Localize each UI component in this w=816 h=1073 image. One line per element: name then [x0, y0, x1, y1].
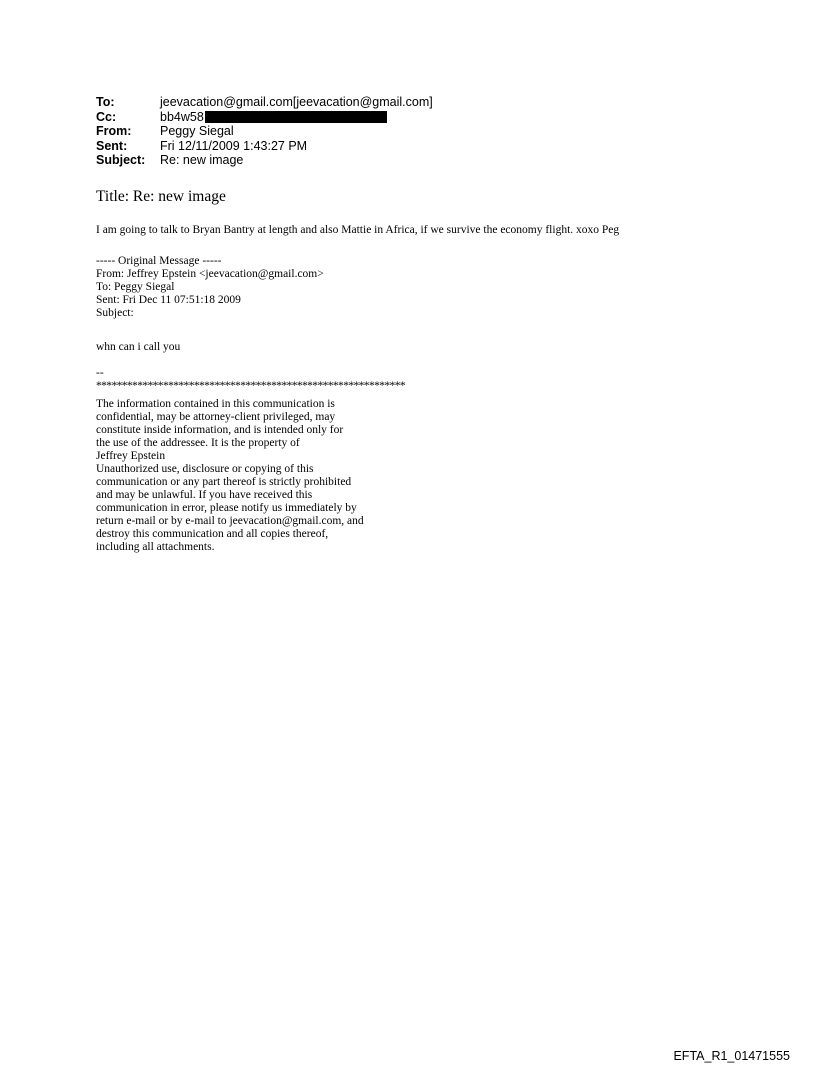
subject-value: Re: new image	[160, 153, 244, 167]
signature-dashes: --	[96, 367, 104, 379]
cc-row	[96, 110, 433, 125]
disclaimer-line: confidential, may be attorney-client privileged, may	[96, 411, 336, 423]
disclaimer-line: The information contained in this communication is	[96, 398, 335, 410]
to-value: jeevacation@gmail.com[jeevacation@gmail.com]	[160, 95, 433, 109]
disclaimer-line: the use of the addressee. It is the property of	[96, 437, 300, 449]
sent-label: Sent:	[96, 138, 128, 153]
original-message	[96, 255, 324, 320]
subject-label: Subject:	[96, 153, 146, 167]
disclaimer-line: Unauthorized use, disclosure or copying of this	[96, 463, 314, 475]
disclaimer-line: and may be unlawful. If you have received this	[96, 489, 313, 501]
cc-value-wrap	[160, 110, 387, 125]
disclaimer-line: communication in error, please notify us immediately by	[96, 502, 357, 514]
subject-row	[96, 153, 433, 168]
original-sent: Sent: Fri Dec 11 07:51:18 2009	[96, 294, 241, 306]
reply-text: whn can i call you	[96, 341, 181, 353]
to-label: To:	[96, 95, 115, 109]
email-header	[96, 95, 433, 168]
signature-stars: ************************************************************	[96, 380, 406, 392]
document-id: EFTA_R1_01471555	[673, 1049, 790, 1063]
cc-label: Cc:	[96, 109, 117, 124]
signature-block	[96, 367, 405, 393]
disclaimer-line: return e-mail or by e-mail to jeevacation@gmail.com, and	[96, 515, 364, 527]
disclaimer	[96, 398, 364, 554]
document-title: Title: Re: new image	[96, 188, 226, 205]
disclaimer-line: constitute inside information, and is intended only for	[96, 424, 344, 436]
disclaimer-line: including all attachments.	[96, 541, 215, 553]
from-row	[96, 124, 433, 139]
disclaimer-line: communication or any part thereof is strictly prohibited	[96, 476, 352, 488]
sent-value: Fri 12/11/2009 1:43:27 PM	[160, 138, 308, 153]
original-from: From: Jeffrey Epstein <jeevacation@gmail.com>	[96, 268, 324, 280]
original-subject: Subject:	[96, 307, 134, 319]
message-body: I am going to talk to Bryan Bantry at length and also Mattie in Africa, if we survive the economy flight. xoxo Peg	[96, 224, 620, 236]
from-label: From:	[96, 124, 132, 138]
to-row	[96, 95, 433, 110]
original-separator: ----- Original Message -----	[96, 255, 222, 267]
disclaimer-line: Jeffrey Epstein	[96, 450, 166, 462]
sent-row	[96, 139, 433, 154]
cc-value: bb4w58	[160, 109, 204, 124]
original-to: To: Peggy Siegal	[96, 281, 175, 293]
disclaimer-line: destroy this communication and all copies thereof,	[96, 528, 329, 540]
from-value: Peggy Siegal	[160, 124, 234, 138]
redaction-bar	[205, 111, 387, 123]
